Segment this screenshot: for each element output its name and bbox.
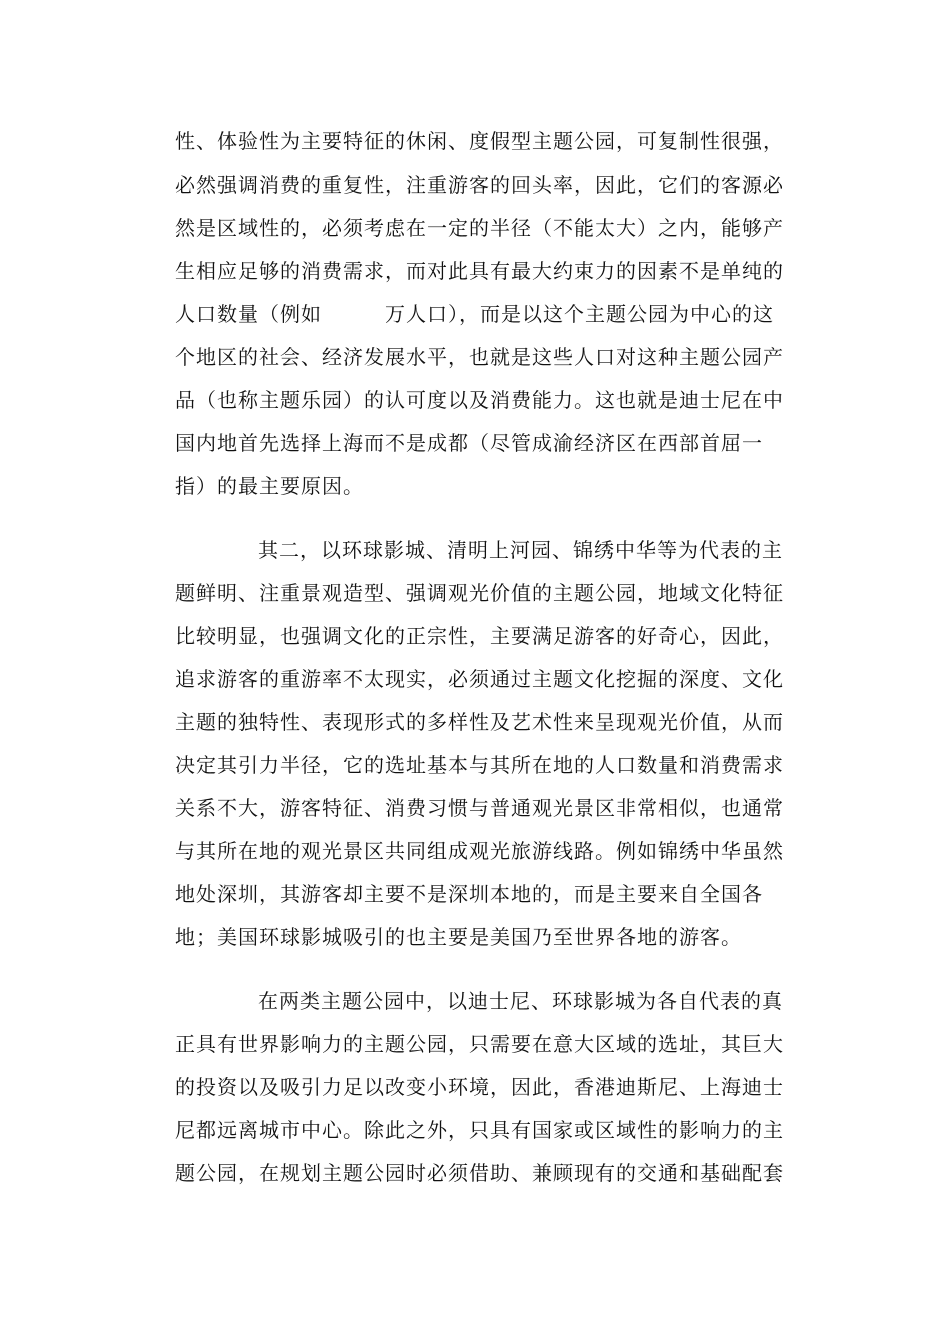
paragraph-2-line-5: 主题的独特性、表现形式的多样性及艺术性来呈现观光价值，从而 <box>175 710 784 734</box>
paragraph-1-line-8: 国内地首先选择上海而不是成都（尽管成渝经济区在西部首屈一 <box>175 431 763 455</box>
paragraph-2-line-8: 与其所在地的观光景区共同组成观光旅游线路。例如锦绣中华虽然 <box>175 839 784 863</box>
paragraph-2-line-4: 追求游客的重游率不太现实，必须通过主题文化挖掘的深度、文化 <box>175 667 784 691</box>
paragraph-2-line-9: 地处深圳，其游客却主要不是深圳本地的，而是主要来自全国各 <box>175 882 763 906</box>
paragraph-2-line-6: 决定其引力半径，它的选址基本与其所在地的人口数量和消费需求 <box>175 753 784 777</box>
paragraph-1-line-7: 品（也称主题乐园）的认可度以及消费能力。这也就是迪士尼在中 <box>175 388 784 412</box>
paragraph-1-line-2: 必然强调消费的重复性，注重游客的回头率，因此，它们的客源必 <box>175 173 784 197</box>
paragraph-1-line-6: 个地区的社会、经济发展水平，也就是这些人口对这种主题公园产 <box>175 345 784 369</box>
paragraph-2-line-3: 比较明显，也强调文化的正宗性，主要满足游客的好奇心，因此， <box>175 624 784 648</box>
paragraph-2-line-7: 关系不大，游客特征、消费习惯与普通观光景区非常相似，也通常 <box>175 796 784 820</box>
paragraph-1-line-1: 性、体验性为主要特征的休闲、度假型主题公园，可复制性很强， <box>175 129 784 153</box>
paragraph-2-line-2: 题鲜明、注重景观造型、强调观光价值的主题公园，地域文化特征 <box>175 581 784 605</box>
paragraph-1-line-3: 然是区域性的，必须考虑在一定的半径（不能太大）之内，能够产 <box>175 216 784 240</box>
paragraph-3-line-2: 正具有世界影响力的主题公园，只需要在意大区域的选址，其巨大 <box>175 1032 784 1056</box>
paragraph-2-line-1: 其二，以环球影城、清明上河园、锦绣中华等为代表的主 <box>258 538 783 562</box>
paragraph-3-line-4: 尼都远离城市中心。除此之外，只具有国家或区域性的影响力的主 <box>175 1118 784 1142</box>
paragraph-3-line-1: 在两类主题公园中，以迪士尼、环球影城为各自代表的真 <box>258 989 783 1013</box>
paragraph-1-line-4: 生相应足够的消费需求，而对此具有最大约束力的因素不是单纯的 <box>175 259 784 283</box>
paragraph-1-line-5: 人口数量（例如 万人口），而是以这个主题公园为中心的这 <box>175 302 774 326</box>
paragraph-3-line-5: 题公园，在规划主题公园时必须借助、兼顾现有的交通和基础配套 <box>175 1161 784 1185</box>
paragraph-2-line-10: 地；美国环球影城吸引的也主要是美国乃至世界各地的游客。 <box>175 925 742 949</box>
paragraph-3-line-3: 的投资以及吸引力足以改变小环境，因此，香港迪斯尼、上海迪士 <box>175 1075 784 1099</box>
paragraph-1-line-9: 指）的最主要原因。 <box>175 474 364 498</box>
